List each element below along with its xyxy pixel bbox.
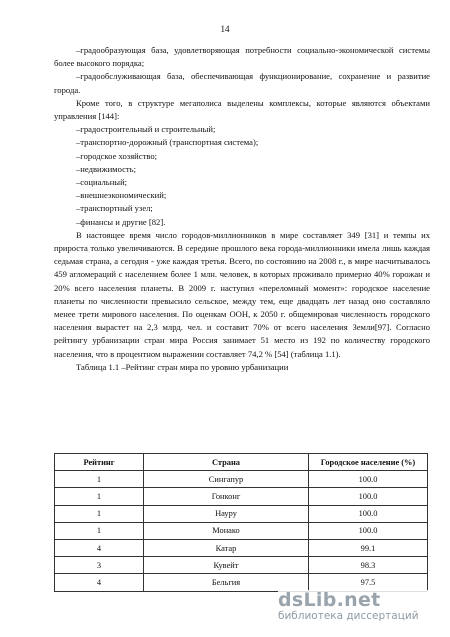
watermark-subtitle: библиотека диссертаций bbox=[278, 610, 419, 622]
table-cell: Бельгия bbox=[144, 574, 309, 591]
column-header: Городское население (%) bbox=[309, 454, 428, 471]
table-cell: 3 bbox=[55, 557, 144, 574]
page-number: 14 bbox=[220, 24, 230, 34]
table-cell: 100.0 bbox=[309, 488, 428, 505]
paragraph: –градообслуживающая база, обеспечивающая функционирование, сохранение и развитие города. bbox=[54, 71, 430, 95]
list-item: –внешнеэкономический; bbox=[76, 190, 167, 201]
table-cell: 100.0 bbox=[309, 471, 428, 488]
list-item: –транспортный узел; bbox=[76, 203, 153, 214]
list-item: –транспортно-дорожный (транспортная система); bbox=[76, 137, 259, 148]
table-cell: Науру bbox=[144, 505, 309, 522]
column-header: Рейтинг bbox=[55, 454, 144, 471]
table-cell: Катар bbox=[144, 539, 309, 556]
list-item: –недвижимость; bbox=[76, 163, 136, 174]
table-row bbox=[55, 522, 428, 539]
table-row bbox=[55, 557, 428, 574]
watermark bbox=[278, 590, 442, 623]
list-item: –городское хозяйство; bbox=[76, 150, 158, 161]
body-text bbox=[54, 44, 430, 374]
paragraph: –градообразующая база, удовлетворяющая потребности социально-экономической системы более высокого порядка; bbox=[54, 45, 430, 69]
complex-list bbox=[54, 123, 430, 229]
list-item: –социальный; bbox=[76, 177, 128, 188]
paragraph: В настоящее время число городов-миллионников в мире составляет 349 [31] и темпы их прироста только увеличиваются. В середине прошлого века города-миллионники имела лишь каждая седьмая страна, а сегодня - уже каждая третья. Всего, по состоянию на 2008 г., в мире насчитывалось 459 агломераций с населением более 1 млн. человек, в которых проживало примерно 40% горожан и 20% всего населения планеты. В 2009 г. наступил «переломный момент»: городское население планеты по численности превысило сельское, между тем, еще двадцать лет назад оно составляло менее трети мирового населения. По оценкам ООН, к 2050 г. общемировая численность городского населения вырастет на 2,3 млрд. чел. и составит 70% от всего населения Земли[97]. Согласно рейтингу урбанизации стран мира Россия занимает 51 место из 192 по количеству городского населения, что в процентном выражении составляет 74,2 % [54] (таблица 1.1). bbox=[54, 229, 430, 359]
table-cell: 98.3 bbox=[309, 557, 428, 574]
table-cell: Сингапур bbox=[144, 471, 309, 488]
table-cell: 1 bbox=[55, 471, 144, 488]
table-cell: 4 bbox=[55, 539, 144, 556]
table-caption: Таблица 1.1 –Рейтинг стран мира по уровню урбанизации bbox=[76, 361, 289, 372]
table-cell: 100.0 bbox=[309, 522, 428, 539]
column-header: Страна bbox=[144, 454, 309, 471]
table-header-row bbox=[55, 454, 428, 471]
table-cell: Кувейт bbox=[144, 557, 309, 574]
table-cell: 97.5 bbox=[309, 574, 428, 591]
table-cell: 1 bbox=[55, 522, 144, 539]
table-cell: Монако bbox=[144, 522, 309, 539]
table-cell: 100.0 bbox=[309, 505, 428, 522]
table-row bbox=[55, 505, 428, 522]
table-cell: 99.1 bbox=[309, 539, 428, 556]
table-cell: 4 bbox=[55, 574, 144, 591]
list-item: –финансы и другие [82]. bbox=[76, 216, 166, 227]
watermark-logo-text: dsLib.net bbox=[278, 589, 381, 611]
watermark-logo bbox=[278, 590, 442, 610]
table-row bbox=[55, 539, 428, 556]
table-row bbox=[55, 471, 428, 488]
table-cell: 1 bbox=[55, 505, 144, 522]
table-cell: 1 bbox=[55, 488, 144, 505]
table-cell: Гонконг bbox=[144, 488, 309, 505]
paragraph: Кроме того, в структуре мегаполиса выделены комплексы, которые являются объектами управления [144]: bbox=[54, 97, 430, 122]
urbanization-table bbox=[54, 453, 428, 592]
list-item: –градостроительный и строительный; bbox=[76, 124, 216, 135]
table-row bbox=[55, 488, 428, 505]
